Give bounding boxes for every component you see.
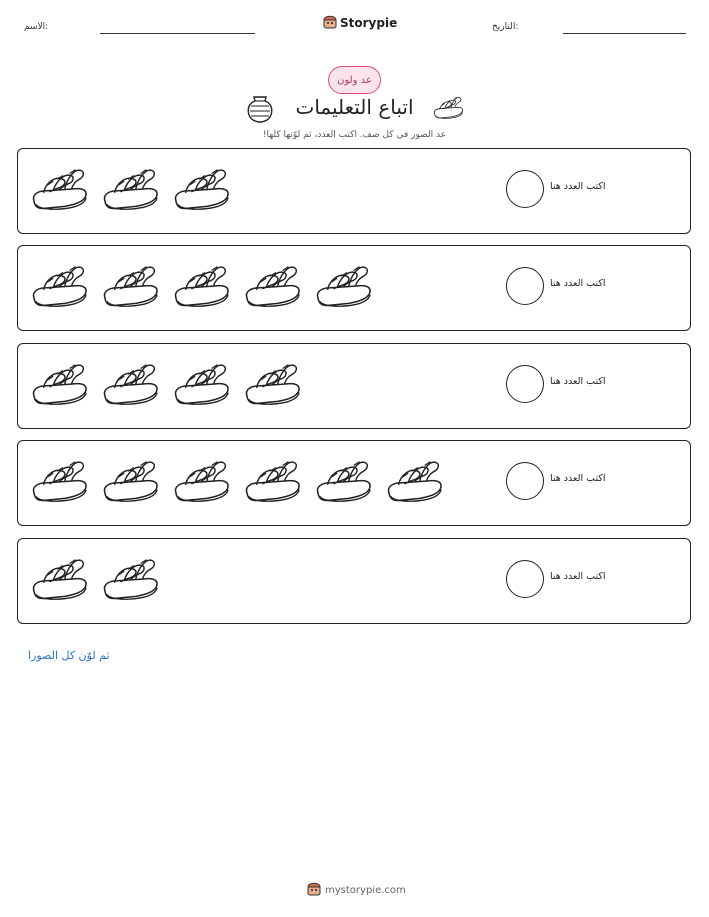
sandal-icon xyxy=(101,161,159,215)
date-line[interactable] xyxy=(563,33,686,34)
sandal-icon xyxy=(101,551,159,605)
write-number-label: اكتب العدد هنا xyxy=(550,181,606,192)
sandal-icon xyxy=(172,453,230,507)
title-text: اتباع التعليمات xyxy=(295,95,414,119)
worksheet-tag: عد ولون xyxy=(328,66,381,94)
sandal-icon xyxy=(101,258,159,312)
write-number-label: اكتب العدد هنا xyxy=(550,278,606,289)
counting-row xyxy=(17,538,691,624)
instructions: عد الصور في كل صف. اكتب العدد، ثم لوّنها كلها! xyxy=(262,130,447,140)
counting-row xyxy=(17,343,691,429)
answer-circle[interactable] xyxy=(506,560,544,598)
sandal-icon xyxy=(172,258,230,312)
sandal-icon xyxy=(101,453,159,507)
name-line[interactable] xyxy=(100,33,255,34)
sandal-icon xyxy=(314,453,372,507)
brand-name: Storypie xyxy=(340,16,398,30)
worksheet-title xyxy=(0,95,709,119)
answer-circle[interactable] xyxy=(506,170,544,208)
write-number-label: اكتب العدد هنا xyxy=(550,473,606,484)
sandal-group xyxy=(30,258,372,312)
counting-row xyxy=(17,245,691,331)
sandal-group xyxy=(30,161,230,215)
name-label: الاسم: xyxy=(24,22,49,32)
date-label: التاريخ: xyxy=(492,22,519,32)
write-number-label: اكتب العدد هنا xyxy=(550,376,606,387)
footer-note: ثم لوّن كل الصورا xyxy=(28,649,110,662)
sandal-icon xyxy=(30,161,88,215)
pie-mascot-icon xyxy=(323,13,337,33)
pie-mascot-icon xyxy=(307,880,321,900)
counting-row xyxy=(17,440,691,526)
sandal-icon xyxy=(30,258,88,312)
sandal-group xyxy=(30,551,159,605)
sandal-icon xyxy=(30,551,88,605)
sandal-icon xyxy=(243,356,301,410)
sandal-icon xyxy=(385,453,443,507)
sandal-icon xyxy=(30,453,88,507)
site-footer xyxy=(307,880,406,900)
sandal-icon xyxy=(243,258,301,312)
sandal-group xyxy=(30,453,443,507)
counting-row xyxy=(17,148,691,234)
sandal-icon xyxy=(314,258,372,312)
sandal-icon xyxy=(432,93,464,125)
write-number-label: اكتب العدد هنا xyxy=(550,571,606,582)
sandal-group xyxy=(30,356,301,410)
sandal-icon xyxy=(172,161,230,215)
site-url[interactable]: mystorypie.com xyxy=(325,884,406,896)
sandal-icon xyxy=(172,356,230,410)
sandal-icon xyxy=(243,453,301,507)
sandal-icon xyxy=(101,356,159,410)
sandal-icon xyxy=(30,356,88,410)
brand xyxy=(323,13,397,33)
answer-circle[interactable] xyxy=(506,462,544,500)
answer-circle[interactable] xyxy=(506,267,544,305)
answer-circle[interactable] xyxy=(506,365,544,403)
